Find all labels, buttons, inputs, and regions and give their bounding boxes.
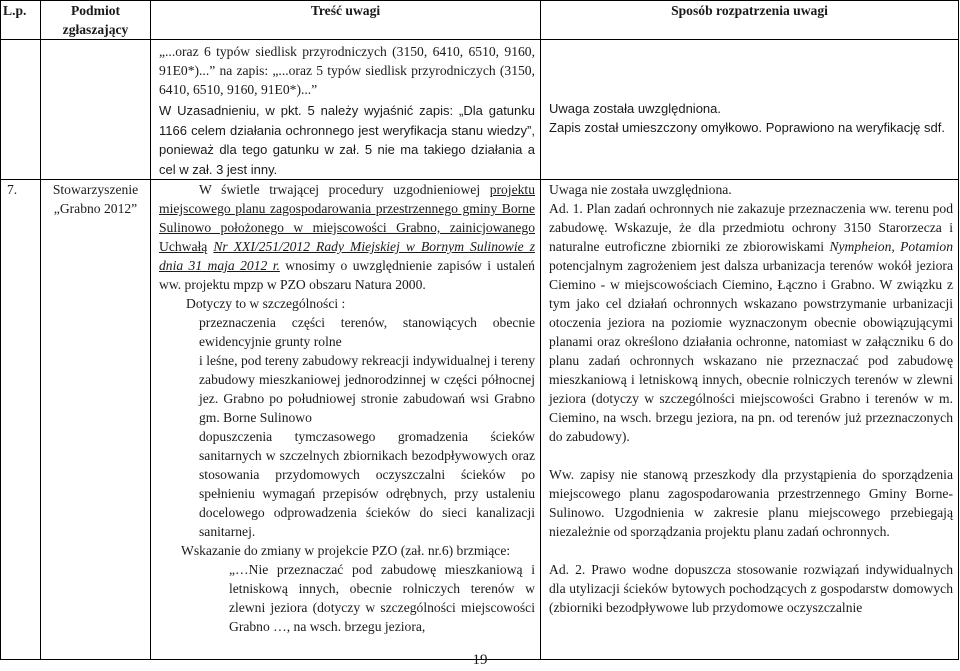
resolution-text: Zapis został umieszczony omyłkowo. Poprawiono na weryfikację sdf. [549, 120, 945, 135]
podmiot-cell [41, 180, 151, 660]
sposob-cell [541, 180, 959, 660]
header-row [1, 1, 959, 40]
resolution-status: Uwaga została uwzględniona. [549, 101, 721, 116]
table-row [1, 40, 959, 180]
podmiot-cell [41, 40, 151, 180]
resolution-ad1-text: Ad. 1. Plan zadań ochronnych nie zakazuje przeznaczenia ww. terenu pod zabudowę. Wskazuje, że dla przedmiotu ochrony 3150 Starorzecza i naturalne eutroficzne zbiorniki ze zbiorowiskami [549, 201, 953, 254]
intro-resolution-ref: Nr XXI/251/2012 Rady Miejskiej w Bornym Sulinowie z dnia 31 maja 2012 r. [159, 239, 535, 273]
table-row [1, 180, 959, 660]
intro-underlined-text: projektu miejscowego planu zagospodarowania przestrzennego gminy Borne Sulinowo położonego w miejscowości Grabno, zainicjowanego Uchwałą [159, 182, 535, 254]
tresc-cell [151, 180, 541, 660]
header-tresc: Treść uwagi [151, 1, 541, 40]
remark-intro [151, 180, 540, 294]
remark-quote: „…Nie przeznaczać pod zabudowę mieszkaniową i letniskową innych, obecnie rolniczych terenów w zlewni jeziora (dotyczy w szczególności miejscowości Grabno …, na wsch. brzegu jeziora, [229, 562, 535, 634]
remark-text-1: „...oraz 6 typów siedlisk przyrodniczych (3150, 6410, 6510, 9160, 91E0*)...” na zapis: „...oraz 5 typów siedlisk przyrodniczych (3150, 6410, 6510, 9160, 91E0*)...” [159, 44, 535, 97]
resolution-ad2: Ad. 2. Prawo wodne dopuszcza stosowanie rozwiązań indywidualnych dla utylizacji ścieków bytowych pochodzących z gospodarstw domowych (zbiorniki bezodpływowe lub przydomowe oczyszczalnie [549, 562, 953, 615]
lp-cell: 7. [1, 180, 41, 660]
remark-text-2: W Uzasadnieniu, w pkt. 5 należy wyjaśnić zapis: „Dla gatunku 1166 celem działania ochronnego jest weryfikacja stanu wiedzy”, ponieważ dla tego gatunku w zał. 5 nie ma takiego działania a cel w zał. 3 jest inny. [159, 103, 535, 177]
remark-item-2: i leśne, pod tereny zabudowy rekreacji indywidualnej i tereny zabudowy mieszkaniowej jednorodzinnej w części północnej jez. Grabno po południowej stronie zabudowań wsi Grabno gm. Borne Sulinowo [199, 353, 535, 425]
page-number: 19 [472, 652, 488, 668]
remark-wskazanie: Wskazanie do zmiany w projekcie PZO (zał. nr.6) brzmiące: [181, 543, 511, 558]
resolution-ad1 [541, 199, 958, 446]
podmiot-name-quoted: „Grabno 2012” [53, 201, 138, 216]
resolution-status: Uwaga nie została uwzględniona. [549, 182, 732, 197]
remark-item-3: dopuszczenia tymczasowego gromadzenia ścieków sanitarnych w szczelnych zbiornikach bezodpływowych oraz stosowania przydomowych oczyszczalni ścieków po spełnieniu wymagań przepisów odrębnych, przy ustaleniu docelowego odprowadzenia ścieków do sieci kanalizacji sanitarnej. [199, 429, 535, 539]
remark-dotyczy: Dotyczy to w szczególności : [186, 296, 346, 311]
resolution-ad1-text-cont: potencjalnym zagrożeniem jest dalsza urbanizacja terenów wokół jeziora Ciemino - w miejscowościach Ciemino, Łączno i Grabno. W związku z tym jako cel działań ochronnych wskazano powstrzymanie urbanizacji otoczenia jeziora na poziomie wyznaczonym obecnie obowiązującymi planami oraz określono działania ochronne, natomiast w załączniku 6 do planu zadań ochronnych wskazano nie przeznaczać pod zabudowę mieszkaniową i letniskową innych, obecnie rolniczych terenów w zlewni jeziora (dotyczy w szczególności miejscowości Grabno i terenów w m. Ciemino, na wsch. brzegu jeziora, na pn. od terenów już przeznaczonych do zabudowy). [549, 258, 953, 444]
lp-cell [1, 40, 41, 180]
resolution-ad1-species: Nympheion, Potamion [829, 239, 953, 254]
sposob-cell [541, 40, 959, 180]
podmiot-name: Stowarzyszenie [52, 182, 139, 197]
intro-text-end: wnosimy o uwzględnienie zapisów i ustaleń ww. projektu mpzp w PZO obszaru Natura 2000. [159, 258, 535, 292]
header-lp: L.p. [1, 1, 41, 40]
remark-item-1: przeznaczenia części terenów, stanowiących obecnie ewidencyjnie grunty rolne [199, 315, 535, 349]
intro-text: W świetle trwającej procedury uzgodnieniowej [199, 182, 481, 197]
tresc-cell [151, 40, 541, 180]
header-podmiot: Podmiot zgłaszający [41, 1, 151, 40]
header-sposob: Sposób rozpatrzenia uwagi [541, 1, 959, 40]
resolution-note: Ww. zapisy nie stanową przeszkody dla przystąpienia do sporządzenia miejscowego planu zagospodarowania przestrzennego Gminy Borne-Sulinowo. Uzgodnienia w zakresie planu miejscowego przebiegają niezależnie od sporządzania projektu planu zadań ochronnych. [549, 467, 953, 539]
